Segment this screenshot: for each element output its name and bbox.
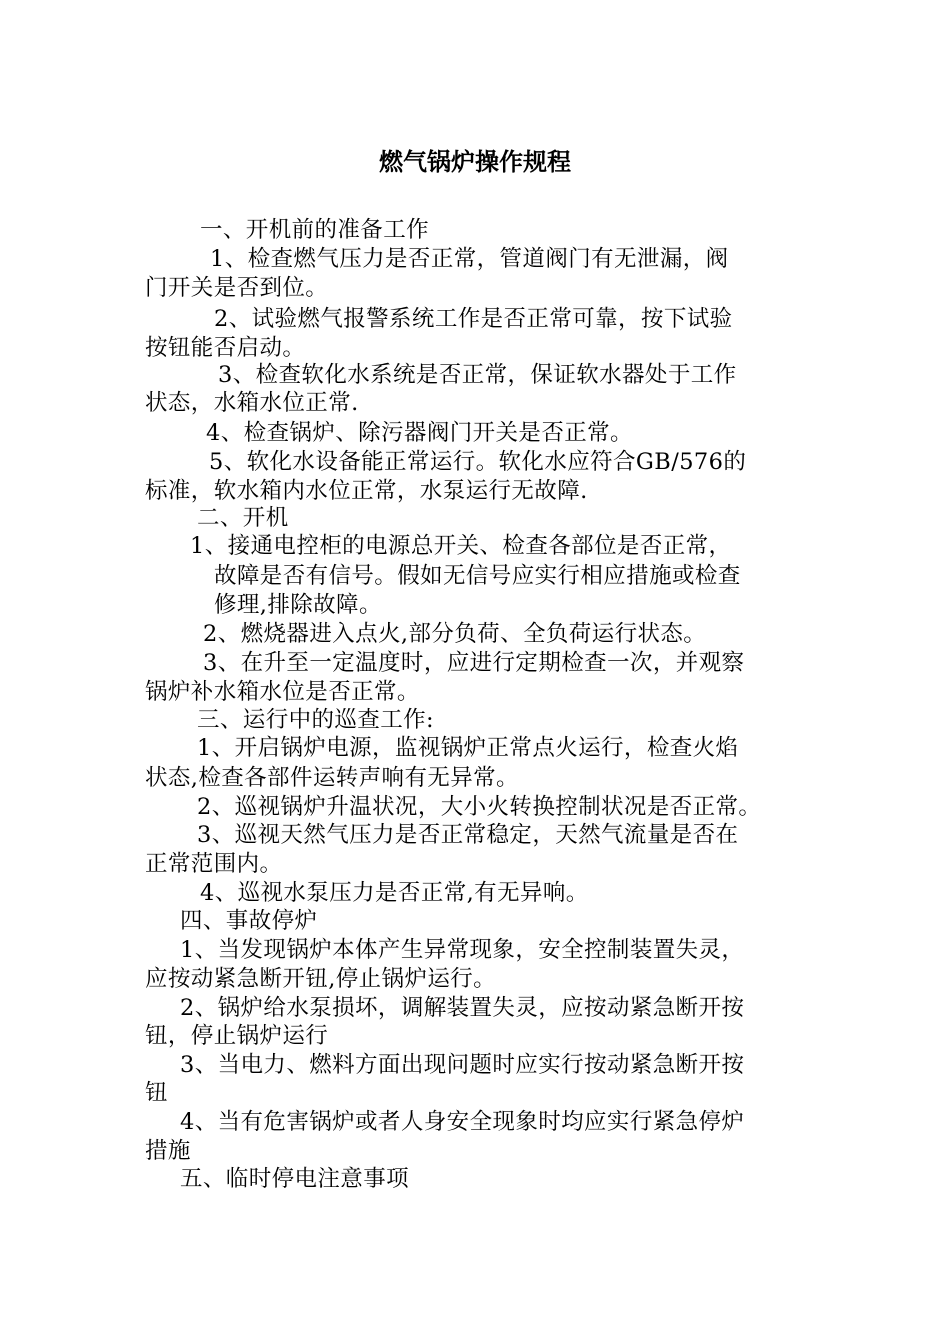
paragraph-line: 钮	[145, 1080, 168, 1106]
paragraph-line: 应按动紧急断开钮,停止锅炉运行。	[145, 966, 497, 992]
paragraph-line: 钮，停止锅炉运行	[145, 1023, 329, 1049]
paragraph-line: 3、当电力、燃料方面出现问题时应实行按动紧急断开按	[180, 1052, 745, 1078]
paragraph-line: 门开关是否到位。	[145, 275, 329, 301]
document-title: 燃气锅炉操作规程	[379, 148, 571, 176]
paragraph-line: 4、巡视水泵压力是否正常,有无异响。	[200, 880, 589, 906]
section-heading: 三、运行中的巡查工作:	[197, 707, 434, 733]
paragraph-line: 修理,排除故障。	[214, 592, 382, 618]
paragraph-line: 1、检查燃气压力是否正常，管道阀门有无泄漏，阀	[210, 246, 729, 272]
paragraph-line: 3、巡视天然气压力是否正常稳定，天然气流量是否在	[197, 822, 739, 848]
paragraph-line: 4、检查锅炉、除污器阀门开关是否正常。	[206, 420, 633, 446]
paragraph-line: 锅炉补水箱水位是否正常。	[145, 679, 420, 705]
paragraph-line: 1、开启锅炉电源，监视锅炉正常点火运行，检查火焰	[197, 735, 739, 761]
paragraph-line: 2、锅炉给水泵损坏，调解装置失灵，应按动紧急断开按	[180, 995, 745, 1021]
paragraph-line: 正常范围内。	[145, 851, 283, 877]
paragraph-line: 状态，水箱水位正常.	[145, 390, 359, 416]
section-heading: 五、临时停电注意事项	[180, 1166, 410, 1192]
section-heading: 四、事故停炉	[180, 908, 318, 934]
paragraph-line: 3、检查软化水系统是否正常，保证软水器处于工作	[218, 362, 737, 388]
paragraph-line: 5、软化水设备能正常运行。软化水应符合GB/576的	[209, 449, 747, 475]
paragraph-line: 标准，软水箱内水位正常，水泵运行无故障.	[145, 478, 588, 504]
paragraph-line: 2、试验燃气报警系统工作是否正常可靠，按下试验	[214, 306, 733, 332]
paragraph-line: 1、接通电控柜的电源总开关、检查各部位是否正常，	[190, 533, 732, 559]
paragraph-line: 2、燃烧器进入点火,部分负荷、全负荷运行状态。	[203, 621, 707, 647]
paragraph-line: 状态,检查各部件运转声响有无异常。	[145, 765, 519, 791]
paragraph-line: 故障是否有信号。假如无信号应实行相应措施或检查	[214, 563, 741, 589]
paragraph-line: 3、在升至一定温度时，应进行定期检查一次，并观察	[203, 650, 745, 676]
paragraph-line: 1、当发现锅炉本体产生异常现象，安全控制装置失灵，	[180, 937, 745, 963]
paragraph-line: 4、当有危害锅炉或者人身安全现象时均应实行紧急停炉	[180, 1109, 745, 1135]
section-heading: 二、开机	[197, 505, 289, 531]
section-heading: 一、开机前的准备工作	[200, 217, 430, 243]
paragraph-line: 2、巡视锅炉升温状况，大小火转换控制状况是否正常。	[197, 794, 762, 820]
paragraph-line: 按钮能否启动。	[145, 335, 306, 361]
paragraph-line: 措施	[145, 1138, 191, 1164]
